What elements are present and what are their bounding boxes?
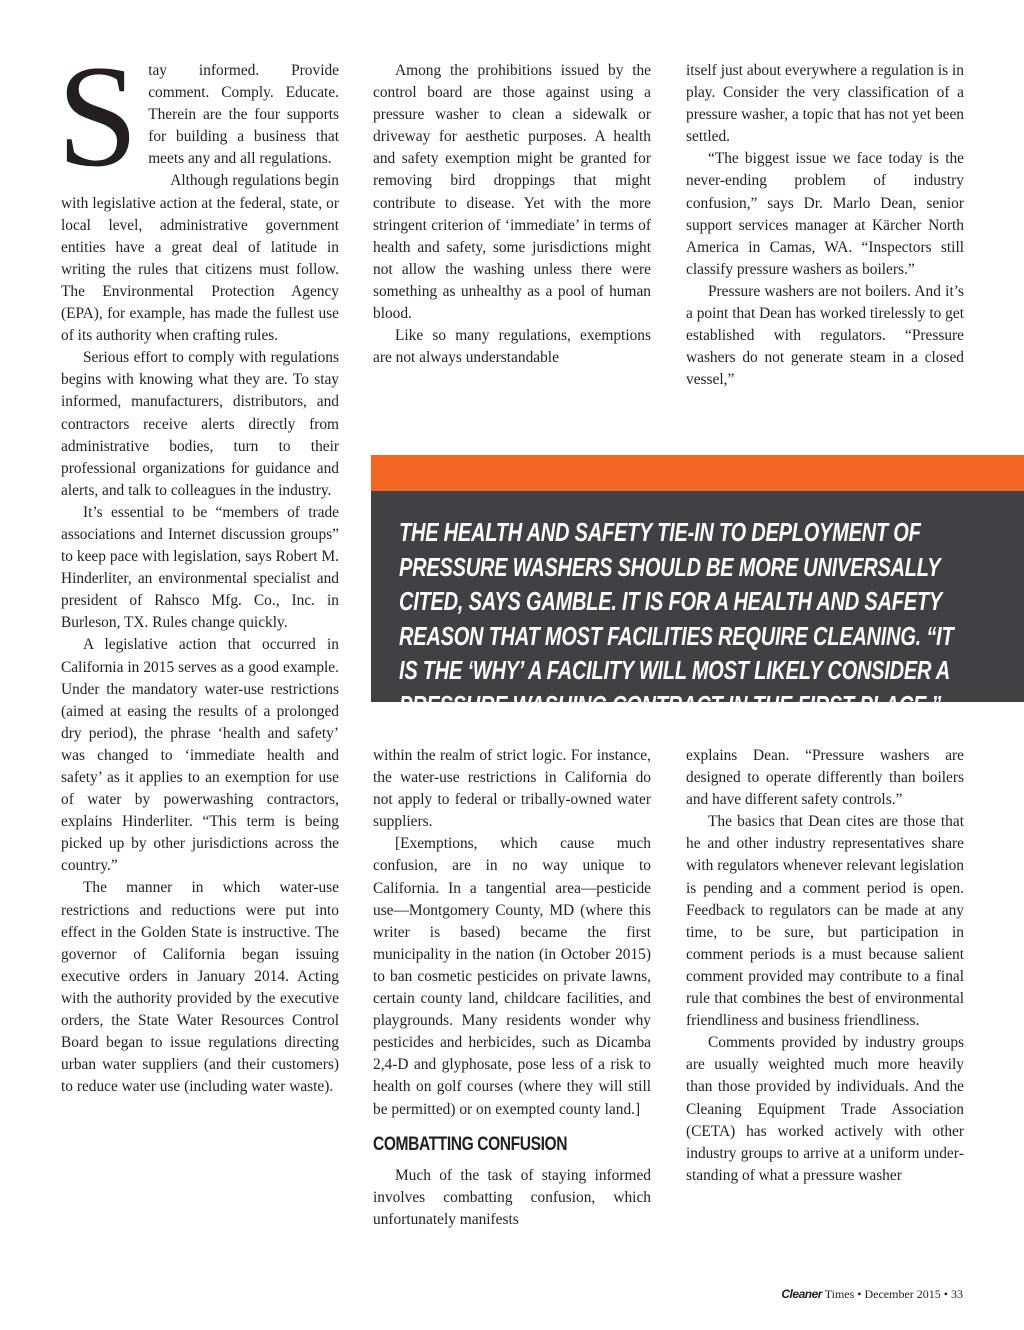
publication-name: Cleaner xyxy=(781,1287,822,1301)
paragraph: itself just about everywhere a regulation is in play. Consider the very classification of a pressure washer, a topic that has not yet been settled. xyxy=(686,62,964,146)
article-column-3-top xyxy=(686,60,964,391)
paragraph: A legislative action that occurred in California in 2015 serves as a good example. Under the mandatory water-use restrictions (aimed at easing the results of a prolonged dry period), the phrase ‘health and safety’ was changed to ‘immediate health and safety’ as it applies to an exemption for use of water by powerwashing contractors, explains Hinderliter. “This term is being picked up by other jurisdictions across the country.” xyxy=(61,636,339,875)
article-column-3-bottom xyxy=(686,745,964,1187)
page-number: 33 xyxy=(951,1287,963,1301)
article-column-1 xyxy=(57,35,339,1098)
paragraph: “The biggest issue we face today is the never-ending problem of industry confusion,” says Dr. Marlo Dean, senior support services manager at Kärcher North America in Camas, WA. “Inspectors still classify pressure washers as boilers.” xyxy=(686,150,964,278)
paragraph: explains Dean. “Pressure washers are designed to operate differently than boilers and have different safety controls.” xyxy=(686,747,964,809)
paragraph-text: tay informed. Provide comment. Comply. Educate. Therein are the four supports for building a business that meets any and all regulations. xyxy=(148,62,339,168)
paragraph: Pressure washers are not boilers. And it’s a point that Dean has worked tirelessly to get established with regulators. “Pressure washers do not generate steam in a closed vessel,” xyxy=(686,282,964,389)
drop-cap: S xyxy=(57,35,139,197)
issue-date: December 2015 xyxy=(864,1287,941,1301)
paragraph xyxy=(57,35,339,197)
article-column-2-top xyxy=(373,60,651,369)
pull-quote-box xyxy=(371,491,1024,754)
paragraph: Serious effort to comply with regulations begins with knowing what they are. To stay informed, manufacturers, distributors, and contractors receive alerts directly from administrative bodies, turn to their professional organizations for guidance and alerts, and talk to colleagues in the industry. xyxy=(61,349,339,499)
paragraph: Among the prohibitions issued by the control board are those against using a pressure washer to clean a sidewalk or driveway for aesthetic purposes. A health and safety exemption might be granted for removing bird droppings that might contribute to disease. Yet with the more stringent criterion of ‘immediate’ in terms of health and safety, some jurisdictions might not allow the washing unless there were something as unhealthy as a pool of human blood. xyxy=(373,62,651,323)
paragraph: within the realm of strict logic. For instance, the water-use restrictions in California do not apply to federal or tribally-owned water suppliers. xyxy=(373,747,651,831)
publication-name-rest: Times xyxy=(821,1287,855,1301)
footer-separator: • xyxy=(940,1287,951,1301)
page-footer xyxy=(781,1287,963,1302)
paragraph: The basics that Dean cites are those that he and other industry representatives share with regulators whenever relevant legislation is pending and a comment period is open. Feedback to regulators can be made at any time, to be sure, but participation in comment periods is a must because salient comment provided may contribute to a final rule that combines the best of environmental friendliness and business friendliness. xyxy=(686,813,964,1030)
paragraph: It’s essential to be “members of trade associations and Internet discussion groups” to keep pace with legislation, says Robert M. Hinderliter, an environmental specialist and president of Rahsco Mfg. Co., Inc. in Burleson, TX. Rules change quickly. xyxy=(61,503,339,632)
paragraph: Comments provided by industry groups are usually weighted much more heavily than those provided by individuals. And the Cleaning Equipment Trade Association (CETA) has worked actively with other industry groups to arrive at a uniform understanding of what a pressure washer xyxy=(686,1034,964,1184)
paragraph: Much of the task of staying informed involves combatting confusion, which unfortunately manifests xyxy=(373,1166,651,1228)
section-subhead: COMBATTING CONFUSION xyxy=(373,1133,568,1155)
pull-quote-accent-bar xyxy=(371,455,1024,491)
paragraph: The manner in which water-use restrictions and reductions were put into effect in the Golden State is instructive. The governor of California began issuing executive orders in January 2014. Acting with the authority provided by the executive orders, the State Water Resources Control Board began to issue regulations directing urban water suppliers (and their customers) to reduce water use (including water waste). xyxy=(61,879,339,1096)
pull-quote: THE HEALTH AND SAFETY TIE-IN TO DEPLOYMENT OF PRESSURE WASHERS SHOULD BE MORE UNIVERSALLY CITED, SAYS GAMBLE. IT IS FOR A HEALTH AND SAFETY REASON THAT MOST FACILITIES REQUIRE CLEANING. “IT IS THE ‘WHY’ A FACILITY WILL MOST LIKELY CONSIDER A PRESSURE WASHING CONTRACT IN THE FIRST PLACE,” HE EXPLAINS. xyxy=(399,517,954,754)
article-column-2-bottom xyxy=(373,745,651,1231)
footer-separator: • xyxy=(854,1287,865,1301)
paragraph: Like so many regulations, exemptions are not always understandable xyxy=(373,327,651,367)
paragraph: Although regulations begin with legislative action at the federal, state, or local level, administrative government entities have a great deal of latitude in writing the rules that citizens must follow. The Environmental Protection Agency (EPA), for example, has made the fullest use of its authority when crafting rules. xyxy=(61,172,339,345)
paragraph: [Exemptions, which cause much confusion, are in no way unique to California. In a tangential area—pesticide use—Montgomery County, MD (where this writer is based) became the first municipality in the nation (in October 2015) to ban cosmetic pesticides on private lawns, certain county land, childcare facilities, and playgrounds. Many residents wonder why pesticides and herbicides, such as Dicamba 2,4-D and glyphosate, pose less of a risk to health on golf courses (where they will still be permitted) or on exempted county land.] xyxy=(373,835,651,1118)
